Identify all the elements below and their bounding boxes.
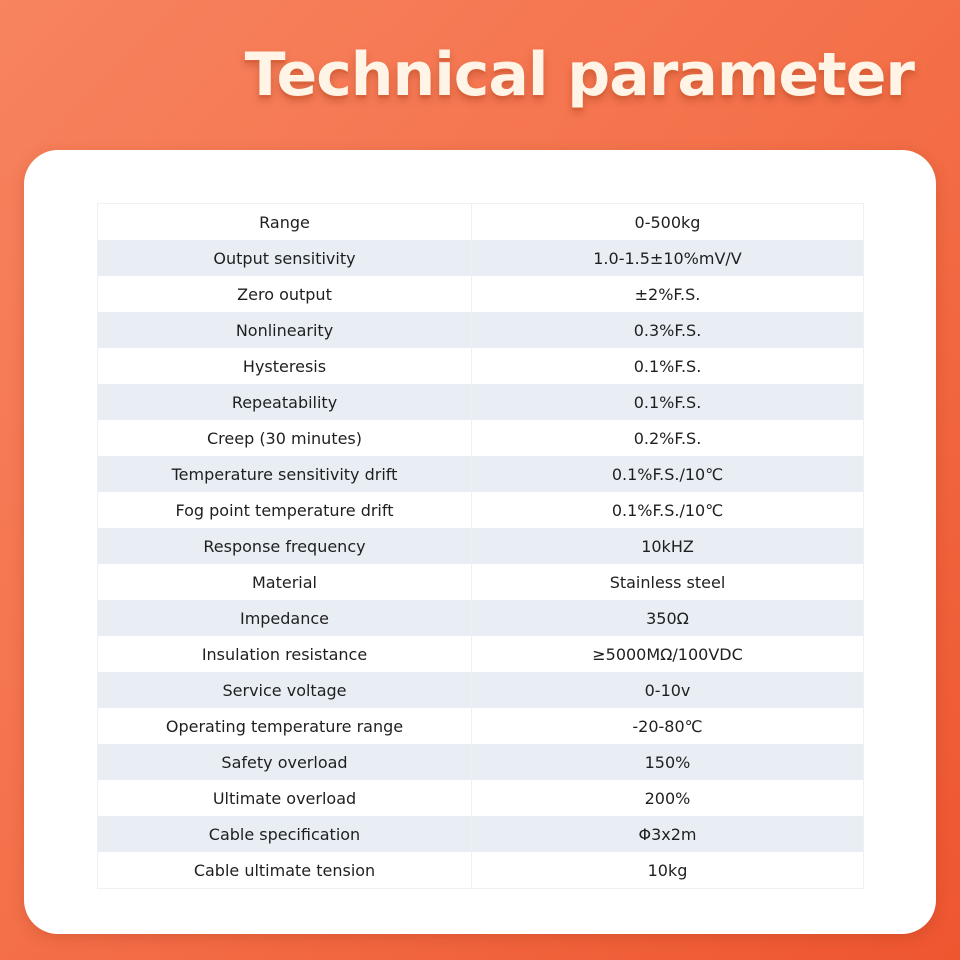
param-name: Nonlinearity bbox=[98, 312, 472, 348]
table-row bbox=[98, 636, 864, 672]
param-name: Zero output bbox=[98, 276, 472, 312]
table-row bbox=[98, 384, 864, 420]
table-row bbox=[98, 780, 864, 816]
param-value: 10kg bbox=[472, 852, 864, 889]
param-name: Creep (30 minutes) bbox=[98, 420, 472, 456]
param-value: Stainless steel bbox=[472, 564, 864, 600]
param-value: 0.3%F.S. bbox=[472, 312, 864, 348]
param-value: 0.1%F.S./10℃ bbox=[472, 456, 864, 492]
table-row bbox=[98, 744, 864, 780]
table-row bbox=[98, 672, 864, 708]
page-title: Technical parameter bbox=[244, 40, 914, 110]
table-row bbox=[98, 852, 864, 889]
table-row bbox=[98, 312, 864, 348]
param-value: 0.1%F.S. bbox=[472, 384, 864, 420]
param-value: Φ3x2m bbox=[472, 816, 864, 852]
param-name: Material bbox=[98, 564, 472, 600]
param-name: Operating temperature range bbox=[98, 708, 472, 744]
param-name: Response frequency bbox=[98, 528, 472, 564]
param-value: 200% bbox=[472, 780, 864, 816]
table-row bbox=[98, 456, 864, 492]
table-row bbox=[98, 816, 864, 852]
table-row bbox=[98, 420, 864, 456]
table-row bbox=[98, 600, 864, 636]
param-value: 0.1%F.S./10℃ bbox=[472, 492, 864, 528]
table-row bbox=[98, 348, 864, 384]
param-value: ≥5000MΩ/100VDC bbox=[472, 636, 864, 672]
table-row bbox=[98, 528, 864, 564]
param-name: Range bbox=[98, 204, 472, 241]
param-name: Hysteresis bbox=[98, 348, 472, 384]
param-value: 1.0-1.5±10%mV/V bbox=[472, 240, 864, 276]
param-name: Cable specification bbox=[98, 816, 472, 852]
param-name: Ultimate overload bbox=[98, 780, 472, 816]
param-name: Service voltage bbox=[98, 672, 472, 708]
param-name: Repeatability bbox=[98, 384, 472, 420]
param-value: 0.2%F.S. bbox=[472, 420, 864, 456]
table-row bbox=[98, 492, 864, 528]
param-value: 150% bbox=[472, 744, 864, 780]
table-row bbox=[98, 276, 864, 312]
table-row bbox=[98, 564, 864, 600]
param-value: -20-80℃ bbox=[472, 708, 864, 744]
table-row bbox=[98, 240, 864, 276]
param-value: ±2%F.S. bbox=[472, 276, 864, 312]
param-name: Impedance bbox=[98, 600, 472, 636]
spec-table bbox=[97, 203, 864, 889]
param-name: Output sensitivity bbox=[98, 240, 472, 276]
param-name: Fog point temperature drift bbox=[98, 492, 472, 528]
param-value: 0-500kg bbox=[472, 204, 864, 241]
param-value: 10kHZ bbox=[472, 528, 864, 564]
table-row bbox=[98, 204, 864, 241]
param-name: Temperature sensitivity drift bbox=[98, 456, 472, 492]
spec-card bbox=[24, 150, 936, 934]
param-value: 350Ω bbox=[472, 600, 864, 636]
param-value: 0-10v bbox=[472, 672, 864, 708]
table-row bbox=[98, 708, 864, 744]
param-value: 0.1%F.S. bbox=[472, 348, 864, 384]
param-name: Safety overload bbox=[98, 744, 472, 780]
param-name: Cable ultimate tension bbox=[98, 852, 472, 889]
param-name: Insulation resistance bbox=[98, 636, 472, 672]
